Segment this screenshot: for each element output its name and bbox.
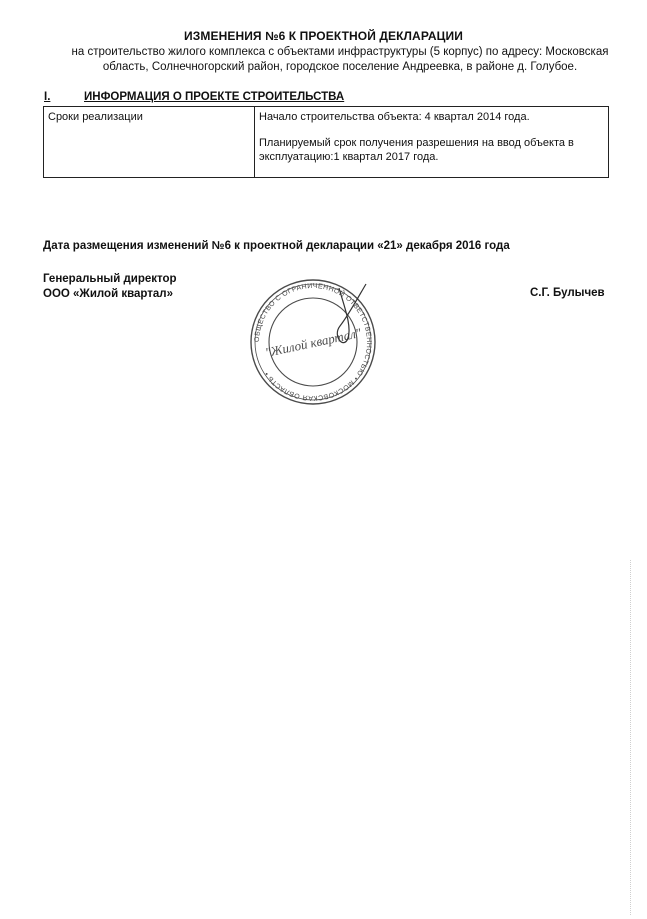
document-title: ИЗМЕНЕНИЯ №6 К ПРОЕКТНОЙ ДЕКЛАРАЦИИ [184, 29, 463, 43]
section-number: I. [44, 91, 51, 103]
cell-gap [259, 124, 604, 136]
publication-date-line: Дата размещения изменений №6 к проектной декларации «21» декабря 2016 года [43, 240, 510, 252]
subtitle-line-2: область, Солнечногорский район, городское поселение Андреевка, в районе д. Голубое. [102, 61, 578, 73]
subtitle-line-1: на строительство жилого комплекса с объектами инфраструктуры (5 корпус) по адресу: Московская [71, 46, 609, 58]
table-row [44, 107, 609, 178]
project-info-table [43, 106, 609, 178]
company-seal [244, 276, 382, 408]
table-value-cell [255, 107, 609, 178]
scan-edge-artifact [630, 560, 637, 915]
signatory-position: Генеральный директор [43, 273, 177, 285]
permit-line-1: Планируемый срок получения разрешения на ввод объекта в [259, 137, 574, 149]
section-title: ИНФОРМАЦИЯ О ПРОЕКТЕ СТРОИТЕЛЬСТВА [84, 91, 345, 103]
signatory-block [43, 272, 177, 302]
seal-ring-text: ОБЩЕСТВО С ОГРАНИЧЕННОЙ ОТВЕТСТВЕННОСТЬЮ • МОСКОВСКАЯ ОБЛАСТЬ • [253, 282, 373, 402]
seal-center-text: "Жилой квартал" [263, 325, 363, 360]
section-heading [44, 91, 604, 103]
permit-line-2: эксплуатацию:1 квартал 2017 года. [259, 151, 439, 163]
signatory-name: С.Г. Булычев [530, 287, 605, 299]
signatory-company: ООО «Жилой квартал» [43, 288, 174, 300]
document-subtitle [60, 45, 620, 75]
construction-start: Начало строительства объекта: 4 квартал 2014 года. [259, 111, 530, 123]
table-label-cell: Сроки реализации [44, 107, 255, 178]
